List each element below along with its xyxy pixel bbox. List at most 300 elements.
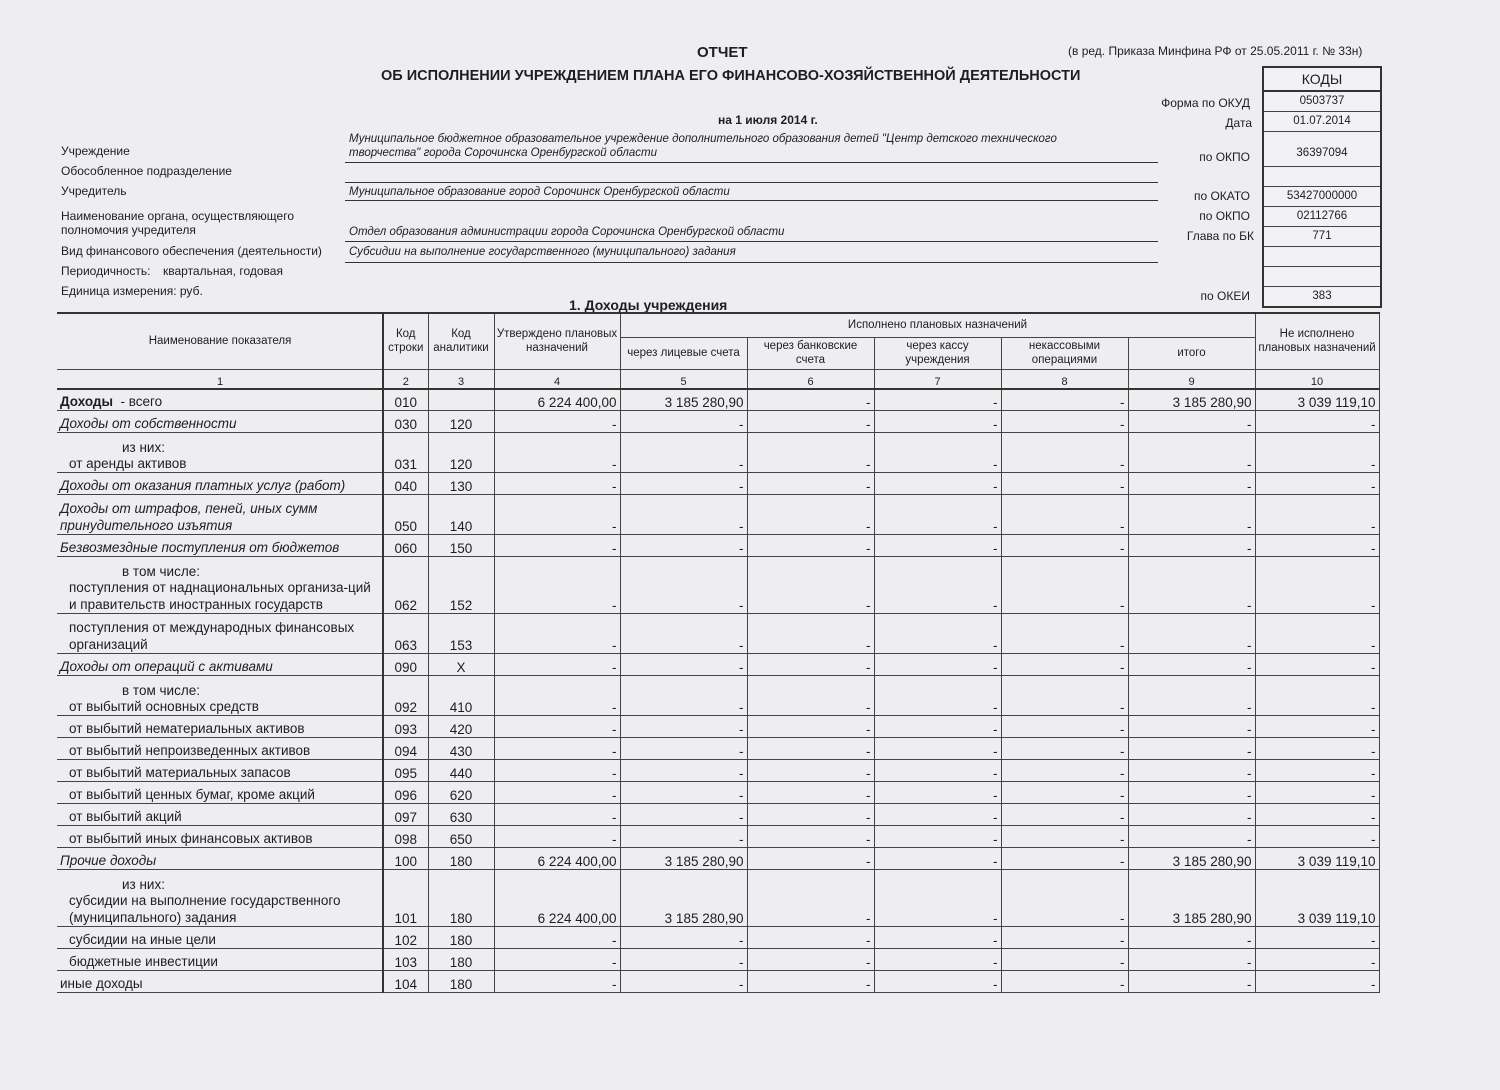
row-value-c8: -	[1001, 971, 1128, 993]
colnum-3: 3	[428, 369, 494, 389]
row-value-c8: -	[1001, 411, 1128, 433]
row-code: 090	[383, 654, 428, 676]
row-value-c8: -	[1001, 870, 1128, 927]
row-code: 030	[383, 411, 428, 433]
row-analytics-code: 620	[428, 782, 494, 804]
row-name: Доходы от собственности	[60, 416, 237, 431]
row-analytics-code: 153	[428, 614, 494, 654]
colnum-8: 8	[1001, 369, 1128, 389]
authority-underline	[345, 241, 1158, 242]
col-noncash-header: некассовыми операциями	[1001, 337, 1128, 369]
report-date: на 1 июля 2014 г.	[718, 113, 818, 127]
row-value-c4: -	[494, 804, 620, 826]
row-analytics-code: 152	[428, 557, 494, 614]
row-code: 094	[383, 738, 428, 760]
row-value-c7: -	[874, 614, 1001, 654]
row-name-cell	[57, 949, 383, 971]
row-value-c8: -	[1001, 495, 1128, 535]
table-row	[57, 971, 1379, 993]
row-code: 096	[383, 782, 428, 804]
colnum-4: 4	[494, 369, 620, 389]
row-value-c9: -	[1128, 804, 1255, 826]
row-value-c9: -	[1128, 411, 1255, 433]
row-value-c10: -	[1255, 738, 1379, 760]
row-name: от выбытий иных финансовых активов	[69, 831, 313, 846]
okato-code: 53427000000	[1264, 187, 1380, 207]
row-value-c4: 6 224 400,00	[494, 870, 620, 927]
row-name: поступления от наднациональных организа-ций и правительств иностранных государств	[69, 580, 371, 612]
row-analytics-code: 180	[428, 927, 494, 949]
row-code: 104	[383, 971, 428, 993]
row-value-c10: 3 039 119,10	[1255, 870, 1379, 927]
institution-underline	[345, 162, 1158, 163]
row-value-c4: -	[494, 535, 620, 557]
row-value-c6: -	[747, 804, 874, 826]
row-value-c8: -	[1001, 614, 1128, 654]
row-value-c10: 3 039 119,10	[1255, 389, 1379, 411]
row-value-c10: -	[1255, 760, 1379, 782]
row-name-cell	[57, 676, 383, 716]
row-value-c7: -	[874, 782, 1001, 804]
row-name-cell	[57, 495, 383, 535]
founder-underline	[345, 200, 1158, 201]
table-row	[57, 411, 1379, 433]
row-value-c6: -	[747, 971, 874, 993]
row-name: Доходы от операций с активами	[60, 659, 273, 674]
row-value-c4: -	[494, 760, 620, 782]
income-table	[57, 312, 1380, 993]
row-analytics-code: 140	[428, 495, 494, 535]
row-value-c6: -	[747, 473, 874, 495]
row-name: от выбытий ценных бумаг, кроме акций	[69, 787, 315, 802]
row-value-c9: -	[1128, 716, 1255, 738]
institution-value-2: творчества" города Сорочинска Оренбургской области	[349, 147, 658, 159]
row-value-c5: -	[620, 411, 747, 433]
row-value-c7: -	[874, 804, 1001, 826]
table-row	[57, 804, 1379, 826]
row-value-c8: -	[1001, 535, 1128, 557]
row-value-c9: -	[1128, 473, 1255, 495]
row-code: 100	[383, 848, 428, 870]
row-value-c7: -	[874, 654, 1001, 676]
row-value-c9: -	[1128, 738, 1255, 760]
row-value-c6: -	[747, 848, 874, 870]
row-value-c9: -	[1128, 826, 1255, 848]
col-bank-header: через банковские счета	[747, 337, 874, 369]
row-value-c6: -	[747, 738, 874, 760]
row-name-cell	[57, 716, 383, 738]
row-value-c4: -	[494, 716, 620, 738]
row-value-c4: -	[494, 738, 620, 760]
row-name-cell	[57, 782, 383, 804]
row-value-c8: -	[1001, 949, 1128, 971]
date-label: Дата	[1225, 116, 1252, 130]
row-value-c10: -	[1255, 676, 1379, 716]
row-code: 050	[383, 495, 428, 535]
row-name-cell	[57, 535, 383, 557]
row-code: 102	[383, 927, 428, 949]
row-value-c10: -	[1255, 927, 1379, 949]
table-row	[57, 949, 1379, 971]
row-value-c6: -	[747, 614, 874, 654]
row-value-c8: -	[1001, 782, 1128, 804]
row-value-c8: -	[1001, 473, 1128, 495]
row-value-c9: -	[1128, 760, 1255, 782]
row-code: 101	[383, 870, 428, 927]
row-value-c7: -	[874, 557, 1001, 614]
row-value-c4: -	[494, 654, 620, 676]
row-value-c7: -	[874, 848, 1001, 870]
row-value-c9: -	[1128, 676, 1255, 716]
row-name: иные доходы	[60, 976, 143, 991]
row-value-c7: -	[874, 826, 1001, 848]
row-value-c4: -	[494, 495, 620, 535]
row-value-c5: -	[620, 782, 747, 804]
row-value-c7: -	[874, 473, 1001, 495]
row-value-c9: -	[1128, 971, 1255, 993]
table-row	[57, 614, 1379, 654]
row-value-c10: -	[1255, 716, 1379, 738]
row-value-c7: -	[874, 495, 1001, 535]
row-name-cell	[57, 411, 383, 433]
row-value-c10: -	[1255, 782, 1379, 804]
row-value-c5: 3 185 280,90	[620, 389, 747, 411]
row-value-c10: -	[1255, 614, 1379, 654]
row-value-c8: -	[1001, 676, 1128, 716]
period-label: Периодичность:	[61, 264, 151, 278]
row-value-c10: -	[1255, 804, 1379, 826]
row-name-cell	[57, 971, 383, 993]
authority-value: Отдел образования администрации города Сорочинска Оренбургской области	[349, 226, 785, 238]
row-analytics-code: X	[428, 654, 494, 676]
row-value-c10: -	[1255, 411, 1379, 433]
row-name: поступления от международных финансовых организаций	[69, 620, 355, 652]
row-value-c6: -	[747, 676, 874, 716]
row-value-c4: -	[494, 782, 620, 804]
table-row	[57, 848, 1379, 870]
col-name-header: Наименование показателя	[57, 313, 383, 369]
row-name: от выбытий основных средств	[69, 699, 259, 714]
unit-label: Единица измерения: руб.	[61, 284, 203, 298]
row-value-c6: -	[747, 389, 874, 411]
section-title: 1. Доходы учреждения	[569, 297, 728, 313]
codes-box	[1262, 66, 1382, 308]
row-value-c6: -	[747, 433, 874, 473]
okpo-label: по ОКПО	[1199, 150, 1250, 164]
row-code: 063	[383, 614, 428, 654]
edition-note: (в ред. Приказа Минфина РФ от 25.05.2011 г. № 33н)	[1068, 44, 1363, 58]
row-value-c10: -	[1255, 433, 1379, 473]
okato-label: по ОКАТО	[1193, 189, 1250, 203]
row-value-c6: -	[747, 535, 874, 557]
row-analytics-code: 130	[428, 473, 494, 495]
row-name-cell	[57, 433, 383, 473]
row-analytics-code: 180	[428, 971, 494, 993]
row-value-c5: -	[620, 433, 747, 473]
row-value-c7: -	[874, 870, 1001, 927]
row-name-cell	[57, 614, 383, 654]
table-row	[57, 433, 1379, 473]
row-value-c8: -	[1001, 654, 1128, 676]
row-prefix: в том числе:	[122, 564, 200, 579]
founder-value: Муниципальное образование город Сорочинск Оренбургской области	[349, 186, 730, 198]
row-name: от выбытий нематериальных активов	[69, 721, 305, 736]
row-name-cell	[57, 826, 383, 848]
table-row	[57, 473, 1379, 495]
row-analytics-code: 630	[428, 804, 494, 826]
row-name-cell	[57, 473, 383, 495]
col-executed-header: Исполнено плановых назначений	[620, 313, 1255, 337]
row-analytics-code: 440	[428, 760, 494, 782]
row-value-c10: -	[1255, 826, 1379, 848]
row-value-c4: -	[494, 614, 620, 654]
row-value-c5: -	[620, 738, 747, 760]
row-value-c5: -	[620, 614, 747, 654]
row-value-c4: -	[494, 433, 620, 473]
row-code: 103	[383, 949, 428, 971]
row-suffix: - всего	[113, 394, 163, 409]
row-value-c5: -	[620, 676, 747, 716]
row-value-c5: -	[620, 495, 747, 535]
report-subtitle: ОБ ИСПОЛНЕНИИ УЧРЕЖДЕНИЕМ ПЛАНА ЕГО ФИНАНСОВО-ХОЗЯЙСТВЕННОЙ ДЕЯТЕЛЬНОСТИ	[381, 68, 1081, 84]
row-value-c10: -	[1255, 949, 1379, 971]
row-value-c7: -	[874, 949, 1001, 971]
row-analytics-code: 650	[428, 826, 494, 848]
row-value-c5: -	[620, 804, 747, 826]
table-row	[57, 927, 1379, 949]
row-name: от аренды активов	[69, 456, 187, 471]
subdivision-underline	[345, 182, 1158, 183]
table-row	[57, 557, 1379, 614]
row-value-c7: -	[874, 971, 1001, 993]
authority-label-2: полномочия учредителя	[61, 223, 196, 237]
row-value-c4: -	[494, 826, 620, 848]
row-analytics-code	[428, 389, 494, 411]
row-value-c7: -	[874, 411, 1001, 433]
row-value-c9: -	[1128, 927, 1255, 949]
row-value-c10: -	[1255, 971, 1379, 993]
row-name: Доходы от оказания платных услуг (работ)	[60, 478, 346, 493]
table-row	[57, 495, 1379, 535]
colnum-6: 6	[747, 369, 874, 389]
row-value-c9: -	[1128, 782, 1255, 804]
colnum-2: 2	[383, 369, 428, 389]
row-value-c6: -	[747, 760, 874, 782]
row-prefix: из них:	[122, 440, 165, 455]
report-title: ОТЧЕТ	[697, 44, 748, 61]
row-value-c4: 6 224 400,00	[494, 389, 620, 411]
col-cash-header: через кассу учреждения	[874, 337, 1001, 369]
row-analytics-code: 150	[428, 535, 494, 557]
row-code: 098	[383, 826, 428, 848]
row-value-c6: -	[747, 716, 874, 738]
row-analytics-code: 120	[428, 411, 494, 433]
row-code: 062	[383, 557, 428, 614]
row-name-cell	[57, 738, 383, 760]
row-value-c6: -	[747, 495, 874, 535]
institution-value-1: Муниципальное бюджетное образовательное учреждение дополнительного образования детей "Центр детского технического	[349, 133, 1057, 145]
row-value-c6: -	[747, 927, 874, 949]
row-name: Доходы от штрафов, пеней, иных сумм принудительного изъятия	[60, 501, 318, 533]
row-name: от выбытий акций	[69, 809, 182, 824]
row-code: 060	[383, 535, 428, 557]
row-name: Прочие доходы	[60, 853, 157, 868]
row-value-c8: -	[1001, 760, 1128, 782]
row-value-c9: 3 185 280,90	[1128, 389, 1255, 411]
row-value-c8: -	[1001, 927, 1128, 949]
row-value-c8: -	[1001, 716, 1128, 738]
income-table-body	[57, 389, 1379, 993]
row-value-c10: -	[1255, 473, 1379, 495]
row-value-c10: -	[1255, 495, 1379, 535]
row-value-c6: -	[747, 826, 874, 848]
row-name-cell	[57, 654, 383, 676]
row-analytics-code: 420	[428, 716, 494, 738]
row-value-c10: -	[1255, 557, 1379, 614]
row-value-c6: -	[747, 949, 874, 971]
row-code: 095	[383, 760, 428, 782]
row-value-c6: -	[747, 782, 874, 804]
subdivision-label: Обособленное подразделение	[61, 164, 232, 178]
empty-code-3	[1264, 267, 1380, 287]
row-value-c7: -	[874, 676, 1001, 716]
row-value-c7: -	[874, 927, 1001, 949]
table-row	[57, 716, 1379, 738]
okpo2-code: 02112766	[1264, 207, 1380, 227]
row-value-c6: -	[747, 557, 874, 614]
row-name-cell	[57, 760, 383, 782]
col-personal-header: через лицевые счета	[620, 337, 747, 369]
codes-header: КОДЫ	[1264, 68, 1380, 92]
row-value-c4: -	[494, 473, 620, 495]
row-name-cell	[57, 804, 383, 826]
row-analytics-code: 180	[428, 848, 494, 870]
col-total-header: итого	[1128, 337, 1255, 369]
table-row	[57, 535, 1379, 557]
table-row	[57, 676, 1379, 716]
row-name: Безвозмездные поступления от бюджетов	[60, 540, 340, 555]
funding-underline	[345, 262, 1158, 263]
funding-value: Субсидии на выполнение государственного (муниципального) задания	[349, 246, 736, 258]
row-value-c9: 3 185 280,90	[1128, 848, 1255, 870]
row-value-c9: -	[1128, 495, 1255, 535]
row-value-c9: -	[1128, 535, 1255, 557]
row-value-c5: -	[620, 971, 747, 993]
col-code-row-header: Код строки	[383, 313, 428, 369]
table-row	[57, 870, 1379, 927]
row-prefix: из них:	[122, 877, 165, 892]
row-code: 097	[383, 804, 428, 826]
table-row	[57, 389, 1379, 411]
row-code: 092	[383, 676, 428, 716]
row-value-c4: -	[494, 557, 620, 614]
row-name: бюджетные инвестиции	[69, 954, 218, 969]
row-value-c5: -	[620, 716, 747, 738]
row-analytics-code: 430	[428, 738, 494, 760]
row-value-c9: -	[1128, 654, 1255, 676]
row-value-c8: -	[1001, 826, 1128, 848]
row-analytics-code: 180	[428, 949, 494, 971]
row-value-c6: -	[747, 870, 874, 927]
row-value-c5: 3 185 280,90	[620, 870, 747, 927]
row-prefix: в том числе:	[122, 683, 200, 698]
bk-label: Глава по БК	[1186, 229, 1254, 243]
row-value-c9: 3 185 280,90	[1128, 870, 1255, 927]
table-row	[57, 654, 1379, 676]
okei-code: 383	[1312, 290, 1332, 302]
row-name: субсидии на выполнение государственного (муниципального) задания	[69, 893, 341, 925]
table-row	[57, 738, 1379, 760]
row-code: 031	[383, 433, 428, 473]
row-value-c10: 3 039 119,10	[1255, 848, 1379, 870]
okud-code: 0503737	[1264, 92, 1380, 112]
okpo2-label: по ОКПО	[1199, 209, 1250, 223]
row-value-c8: -	[1001, 433, 1128, 473]
row-value-c5: -	[620, 557, 747, 614]
row-value-c5: -	[620, 949, 747, 971]
empty-code-1	[1264, 167, 1380, 187]
row-value-c5: -	[620, 927, 747, 949]
row-name-cell	[57, 870, 383, 927]
row-name: от выбытий материальных запасов	[69, 765, 291, 780]
row-value-c5: -	[620, 535, 747, 557]
empty-code-2	[1264, 247, 1380, 267]
row-value-c7: -	[874, 716, 1001, 738]
row-name-cell	[57, 389, 383, 411]
bk-code: 771	[1264, 227, 1380, 247]
colnum-7: 7	[874, 369, 1001, 389]
funding-label: Вид финансового обеспечения (деятельности)	[61, 244, 322, 258]
colnum-9: 9	[1128, 369, 1255, 389]
row-value-c8: -	[1001, 389, 1128, 411]
col-notexec-header: Не исполнено плановых назначений	[1255, 313, 1379, 369]
row-value-c4: -	[494, 411, 620, 433]
founder-label: Учредитель	[61, 184, 127, 198]
row-name-cell	[57, 557, 383, 614]
row-value-c9: -	[1128, 949, 1255, 971]
row-value-c5: -	[620, 760, 747, 782]
row-value-c8: -	[1001, 804, 1128, 826]
row-value-c6: -	[747, 411, 874, 433]
row-value-c5: 3 185 280,90	[620, 848, 747, 870]
row-value-c5: -	[620, 654, 747, 676]
colnum-10: 10	[1255, 369, 1379, 389]
row-name-cell	[57, 848, 383, 870]
row-value-c10: -	[1255, 654, 1379, 676]
row-name: Доходы	[60, 394, 114, 409]
row-analytics-code: 410	[428, 676, 494, 716]
row-value-c4: -	[494, 927, 620, 949]
row-value-c9: -	[1128, 557, 1255, 614]
row-value-c8: -	[1001, 848, 1128, 870]
row-value-c8: -	[1001, 738, 1128, 760]
row-value-c5: -	[620, 826, 747, 848]
table-row	[57, 782, 1379, 804]
row-value-c8: -	[1001, 557, 1128, 614]
col-approved-header: Утверждено плановых назначений	[494, 313, 620, 369]
row-value-c7: -	[874, 760, 1001, 782]
okpo-code: 36397094	[1264, 132, 1380, 167]
table-row	[57, 826, 1379, 848]
row-value-c5: -	[620, 473, 747, 495]
row-value-c9: -	[1128, 614, 1255, 654]
row-value-c4: 6 224 400,00	[494, 848, 620, 870]
row-value-c7: -	[874, 535, 1001, 557]
institution-label: Учреждение	[61, 144, 130, 158]
row-analytics-code: 180	[428, 870, 494, 927]
colnum-1: 1	[57, 369, 383, 389]
row-code: 040	[383, 473, 428, 495]
